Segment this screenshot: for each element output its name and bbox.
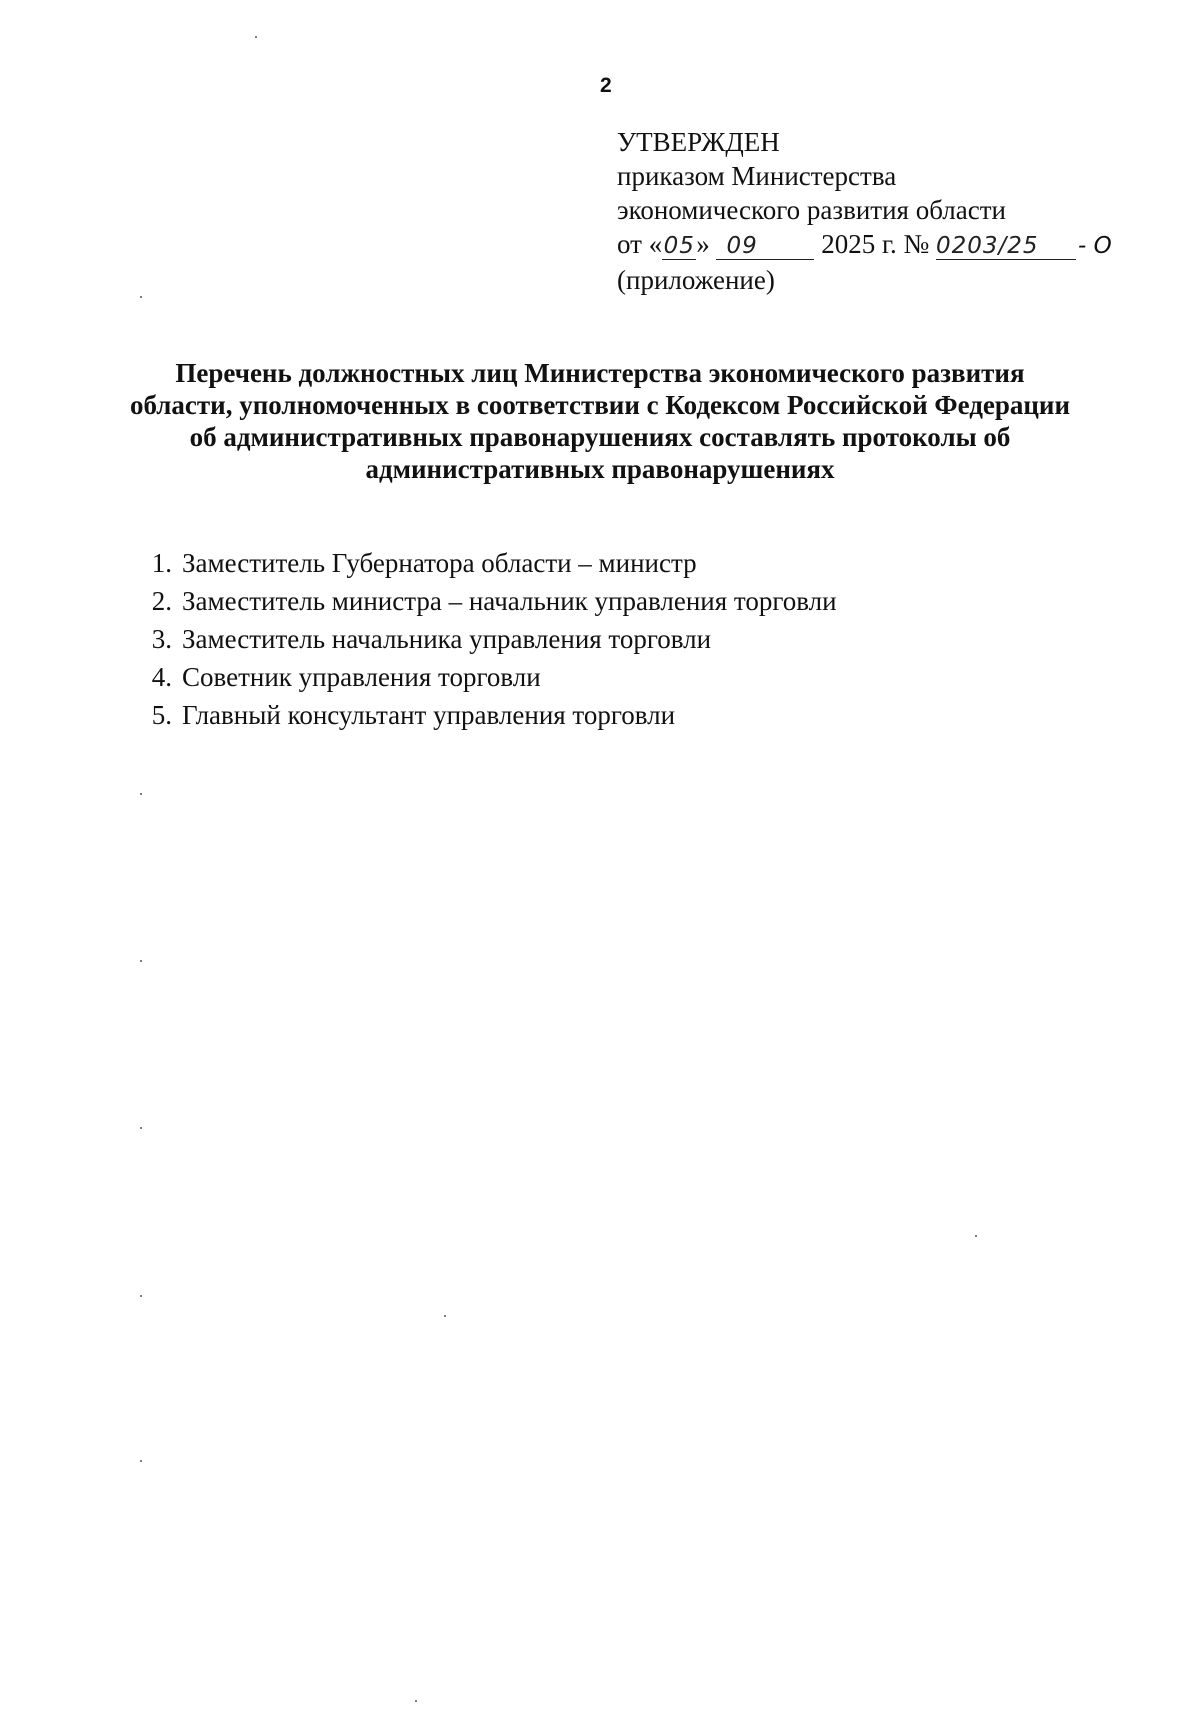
scan-speck <box>140 296 142 298</box>
scan-speck <box>140 1460 142 1462</box>
list-item-text: Заместитель Губернатора области – министр <box>182 548 697 578</box>
order-number <box>936 231 1076 260</box>
date-year: 2025 г. № <box>821 229 930 259</box>
list-item-number: 3. <box>151 624 172 654</box>
date-day-close: » <box>696 229 710 259</box>
scan-speck <box>444 1315 446 1317</box>
date-day-handwritten: 05 <box>663 233 695 259</box>
list-item <box>134 620 837 658</box>
document-title <box>60 357 1140 485</box>
order-number-handwritten: 0203/25 <box>936 233 1039 259</box>
list-item-number: 5. <box>151 700 172 730</box>
title-line-1: Перечень должностных лиц Министерства экономического развития <box>175 358 1025 388</box>
title-line-3: об административных правонарушениях составлять протоколы об <box>189 422 1011 452</box>
list-item <box>134 582 837 620</box>
list-item-number: 2. <box>151 586 172 616</box>
list-item <box>134 544 837 582</box>
date-prefix: от « <box>617 229 663 259</box>
list-item-text: Советник управления торговли <box>182 662 541 692</box>
date-month-handwritten: 09 <box>726 233 758 259</box>
scan-speck <box>975 1235 977 1237</box>
title-line-2: области, уполномоченных в соответствии с Кодексом Российской Федерации <box>129 390 1071 420</box>
scan-speck <box>415 1700 417 1702</box>
approval-block <box>617 125 1112 297</box>
list-item-number: 4. <box>151 662 172 692</box>
list-item-text: Главный консультант управления торговли <box>182 700 676 730</box>
list-item <box>134 696 837 734</box>
order-suffix: - О <box>1078 233 1112 259</box>
list-item-text: Заместитель министра – начальник управления торговли <box>182 586 837 616</box>
scan-speck <box>255 36 257 38</box>
approval-order-line: приказом Министерства <box>617 161 897 191</box>
scan-speck <box>140 1127 142 1129</box>
scan-speck <box>140 960 142 962</box>
scan-speck <box>140 793 142 795</box>
page-number: 2 <box>600 74 612 97</box>
list-item-text: Заместитель начальника управления торговли <box>182 624 712 654</box>
approval-appendix-label: (приложение) <box>617 265 775 295</box>
list-item-number: 1. <box>151 548 172 578</box>
officials-list <box>134 544 837 734</box>
approval-heading: УТВЕРЖДЕН <box>617 127 780 157</box>
date-month <box>716 231 814 260</box>
scan-speck <box>140 1295 142 1297</box>
date-day <box>662 231 696 260</box>
approval-date-line <box>617 227 1112 263</box>
list-item <box>134 658 837 696</box>
approval-ministry-line: экономического развития области <box>617 195 1006 225</box>
title-line-4: административных правонарушениях <box>365 454 835 484</box>
